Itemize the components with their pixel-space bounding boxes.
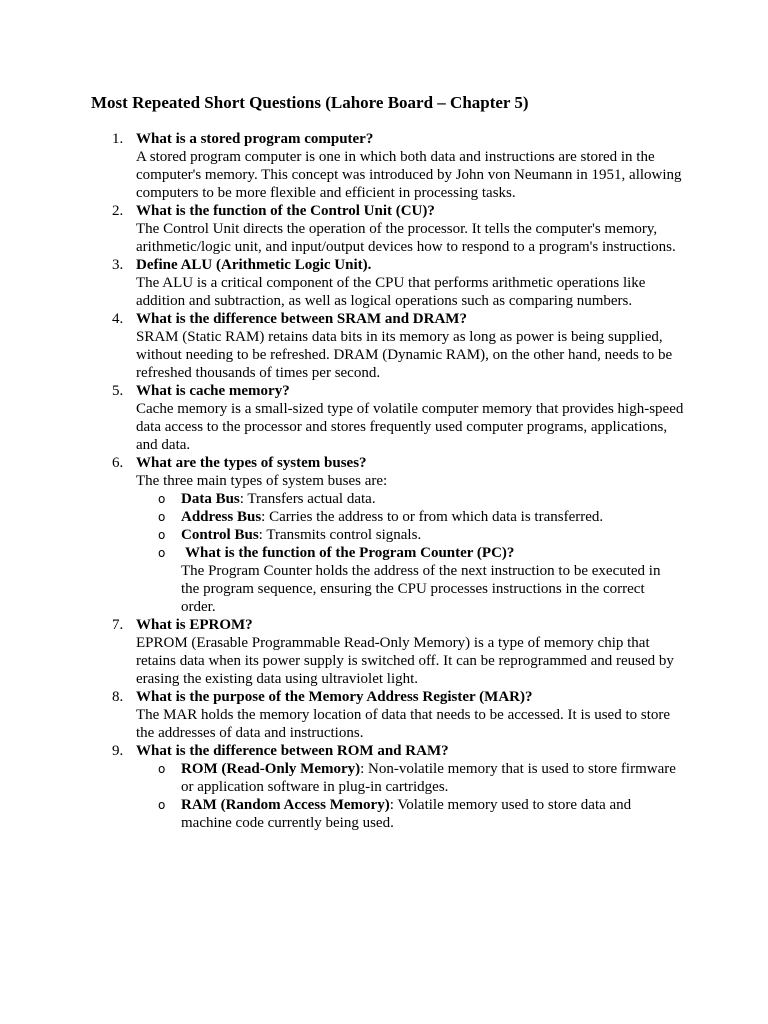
question-item-7	[0, 616, 684, 688]
bullet-icon: o	[158, 492, 166, 506]
list-item-text: : Non-volatile memory that is used to store firmware or application software in plug-in cartridges.	[181, 761, 676, 795]
list-item-data-bus	[136, 490, 681, 508]
nested-question-text: What is the function of the Program Counter (PC)?	[185, 545, 515, 561]
question-text: What is the purpose of the Memory Address Register (MAR)?	[136, 689, 533, 705]
question-text: What is the function of the Control Unit (CU)?	[136, 203, 435, 219]
answer-text: The ALU is a critical component of the CPU that performs arithmetic operations like addition and subtraction, as well as logical operations such as comparing numbers.	[136, 275, 646, 309]
question-list	[0, 130, 768, 832]
answer-text: SRAM (Static RAM) retains data bits in its memory as long as power is being supplied, without needing to be refreshed. DRAM (Dynamic RAM), on the other hand, needs to be refreshed thousands of times per second.	[136, 329, 673, 381]
list-item-text: : Carries the address to or from which data is transferred.	[261, 509, 604, 525]
list-item-term: ROM (Read-Only Memory)	[181, 761, 361, 777]
question-text: What are the types of system buses?	[136, 455, 367, 471]
question-item-3	[0, 256, 684, 310]
question-text: What is the difference between ROM and RAM?	[136, 743, 449, 759]
question-number: 1.	[112, 131, 124, 147]
answer-text: EPROM (Erasable Programmable Read-Only Memory) is a type of memory chip that retains data when its power supply is switched off. It can be reprogrammed and reused by erasing the existing data using ultraviolet light.	[136, 635, 674, 687]
list-item-address-bus	[136, 508, 681, 526]
list-item-ram	[136, 796, 681, 832]
question-text: What is cache memory?	[136, 383, 290, 399]
answer-text: The Control Unit directs the operation of the processor. It tells the computer's memory, arithmetic/logic unit, and input/output devices how to respond to a program's instructions.	[136, 221, 676, 255]
question-number: 5.	[112, 383, 124, 399]
page-title: Most Repeated Short Questions (Lahore Board – Chapter 5)	[91, 93, 529, 112]
nested-answer-text: The Program Counter holds the address of the next instruction to be executed in the program sequence, ensuring the CPU processes instructions in the correct order.	[181, 563, 661, 615]
question-text: What is a stored program computer?	[136, 131, 374, 147]
question-number: 7.	[112, 617, 124, 633]
list-item-rom	[136, 760, 681, 796]
question-item-2	[0, 202, 684, 256]
list-item-term: Control Bus	[181, 527, 259, 543]
question-item-8	[0, 688, 684, 742]
question-number: 4.	[112, 311, 124, 327]
answer-text: Cache memory is a small-sized type of volatile computer memory that provides high-speed data access to the processor and stores frequently used computer programs, applications, and data.	[136, 401, 684, 453]
answer-text: The MAR holds the memory location of data that needs to be accessed. It is used to store the addresses of data and instructions.	[136, 707, 671, 741]
list-item-text: : Transfers actual data.	[239, 491, 376, 507]
answer-text: The three main types of system buses are:	[136, 473, 388, 489]
answer-text: A stored program computer is one in which both data and instructions are stored in the computer's memory. This concept was introduced by John von Neumann in 1951, allowing computers to be more flexible and efficient in processing tasks.	[136, 149, 682, 201]
bullet-icon: o	[158, 546, 166, 560]
list-item-program-counter	[136, 544, 681, 616]
list-item-term: RAM (Random Access Memory)	[181, 797, 390, 813]
list-item-control-bus	[136, 526, 681, 544]
question-number: 6.	[112, 455, 124, 471]
list-item-term: Data Bus	[181, 491, 240, 507]
question-number: 2.	[112, 203, 124, 219]
question-item-4	[0, 310, 684, 382]
question-item-1	[0, 130, 684, 202]
list-item-text: : Transmits control signals.	[258, 527, 422, 543]
bullet-icon: o	[158, 510, 166, 524]
list-item-text: : Volatile memory used to store data and machine code currently being used.	[181, 797, 632, 831]
question-text: What is EPROM?	[136, 617, 253, 633]
bullet-icon: o	[158, 762, 166, 776]
bus-types-list	[136, 490, 684, 616]
bullet-icon: o	[158, 798, 166, 812]
bullet-icon: o	[158, 528, 166, 542]
rom-ram-list	[136, 760, 684, 832]
question-number: 3.	[112, 257, 124, 273]
question-number: 8.	[112, 689, 124, 705]
list-item-term: Address Bus	[181, 509, 262, 525]
question-item-6	[0, 454, 684, 616]
question-item-9	[0, 742, 684, 832]
question-number: 9.	[112, 743, 124, 759]
question-text: What is the difference between SRAM and DRAM?	[136, 311, 467, 327]
question-text: Define ALU (Arithmetic Logic Unit).	[136, 257, 372, 273]
question-item-5	[0, 382, 684, 454]
